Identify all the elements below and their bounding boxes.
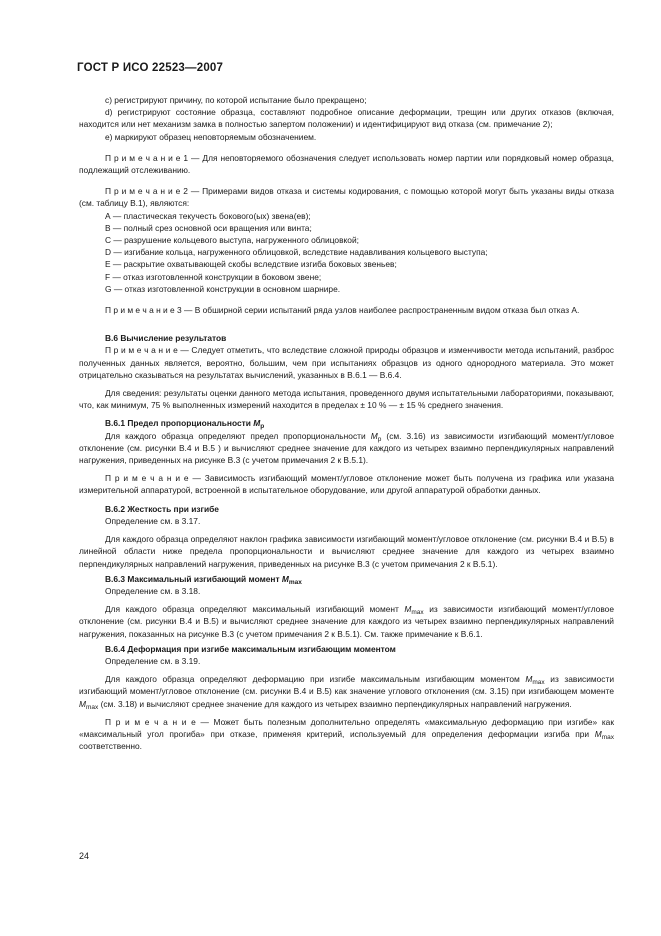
- b61-paragraph: Для каждого образца определяют предел пропорциональности $M_p$ (см. 3.16) из зависимости изгибающий момент/угловое отклонение (см. рисунки В.4 и В.5 ) и вычисляют среднее значение для каждого из четырех взаимно перпендикулярных направлений нагружения, приведенных на рисунке В.3 (с учетом примечания 2 к В.5.1).: [79, 430, 615, 466]
- failure-mode-a: А — пластическая текучесть бокового(ых) звена(ев);: [105, 210, 311, 221]
- note-label: П р и м е ч а н и е: [105, 716, 196, 727]
- b62-definition: Определение см. в 3.17.: [105, 515, 201, 526]
- symbol-m: M: [79, 698, 86, 709]
- symbol-subscript: p: [377, 435, 382, 443]
- note-label: П р и м е ч а н и е: [105, 473, 189, 484]
- section-heading-b62: В.6.2 Жесткость при изгибе: [105, 503, 219, 514]
- symbol-subscript: max: [411, 609, 424, 617]
- list-item-e: e) маркируют образец неповторяемым обозначением.: [105, 131, 317, 142]
- page-number: 24: [79, 851, 90, 861]
- note-3: [79, 304, 614, 316]
- note-label: П р и м е ч а н и е 3: [105, 305, 182, 316]
- note-label: П р и м е ч а н и е 1: [105, 152, 189, 163]
- note-1: [79, 152, 614, 176]
- symbol-m: M: [404, 604, 412, 615]
- document-header: ГОСТ Р ИСО 22523—2007: [77, 62, 224, 74]
- document-body: [79, 94, 614, 752]
- b64-note: П р и м е ч а н и е — Может быть полезным дополнительно определять «максимальную деформацию при изгибе» как «максимальный угол прогиба» при отказе, применяя критерий, используемый для определения деформации изгиба при $M_{max}$ соответственно.: [79, 716, 614, 752]
- list-item-d: d) регистрируют состояние образца, составляют подробное описание деформации, трещин или других отказов (включая, находится или нет механизм замка в полностью запертом положении) и идентифицируют вид отказа (см. примечание 2);: [79, 107, 614, 130]
- failure-mode-b: В — полный срез основной оси вращения или винта;: [105, 222, 312, 233]
- b63-paragraph: Для каждого образца определяют максимальный изгибающий момент $M_{max}$ из зависимости изгибающий момент/угловое отклонение (см. рисунки В.4 и В.5) и вычисляют среднее значение для каждого из четырех взаимно перпендикулярных направлений нагружения, показанных на рисунке В.3 (с учетом примечания 2 к В.5.1). См. также примечание к В.6.1.: [79, 604, 614, 639]
- failure-mode-g: G — отказ изготовленной конструкции в основном шарнире.: [105, 283, 341, 294]
- symbol-m: M: [253, 418, 261, 429]
- note-label: П р и м е ч а н и е 2: [105, 186, 188, 197]
- symbol-m: M: [370, 430, 378, 441]
- symbol-subscript: max: [288, 578, 302, 586]
- b61-note: [79, 472, 614, 496]
- note-label: П р и м е ч а н и е: [105, 345, 178, 356]
- b63-definition: Определение см. в 3.18.: [105, 585, 201, 596]
- section-heading-b61: В.6.1 Предел пропорциональности $M_p$: [105, 418, 265, 431]
- symbol-m: M: [525, 674, 533, 685]
- note-text: — Следует отметить, что вследствие сложной природы образцов и изменчивости метода испытаний, разброс полученных данных является, вероятно, большим, чем при испытаниях образцов из одного однородного материала. Это может отрицательно сказываться на результатах вычислений, указанных в В.6.1 — В.6.4.: [79, 345, 614, 380]
- note-text: — Примерами видов отказа и системы кодирования, с помощью которой могут быть указаны виды отказа (см. таблицу В.1), являются:: [79, 186, 614, 209]
- note-text: — В обширной серии испытаний ряда узлов наиболее распространенным видом отказа был отказ А.: [181, 305, 580, 316]
- symbol-subscript: max: [601, 733, 614, 741]
- note-text: — Зависимость изгибающий момент/угловое отклонение может быть получена из графика или указана измерительной аппаратурой, встроенной в испытательное оборудование, или другой аппаратурой обработки данных.: [79, 473, 614, 496]
- symbol-m: M: [594, 728, 602, 739]
- symbol-subscript: p: [260, 423, 265, 431]
- failure-mode-d: D — изгибание кольца, нагруженного облицовкой, вследствие надавливания кольцевого выступа;: [105, 247, 488, 258]
- b64-paragraph: Для каждого образца определяют деформацию при изгибе максимальным изгибающим моментом $M_{max}$ из зависимости изгибающий момент/угловое отклонение (см. рисунки В.4 и В.5) как значение углового отклонения (см. 3.15) при изгибающем моменте $M_{max}$ (см. 3.18) и вычисляют среднее значение для каждого из четырех взаимно перпендикулярных направлений нагружения.: [79, 674, 614, 711]
- failure-mode-c: С — разрушение кольцевого выступа, нагруженного облицовкой;: [105, 235, 359, 246]
- symbol-m: M: [281, 573, 289, 584]
- list-item-c: c) регистрируют причину, по которой испытание было прекращено;: [105, 95, 367, 105]
- failure-mode-e: Е — раскрытие охватывающей скобы вследствие изгиба боковых звеньев;: [105, 259, 397, 270]
- note-2: [79, 185, 614, 209]
- failure-mode-f: F — отказ изготовленной конструкции в боковом звене;: [105, 271, 322, 282]
- b64-definition: Определение см. в 3.19.: [105, 655, 201, 666]
- section-heading-b63: В.6.3 Максимальный изгибающий момент $M_{max}$: [105, 573, 302, 586]
- symbol-subscript: max: [85, 703, 99, 711]
- b62-paragraph: Для каждого образца определяют наклон графика зависимости изгибающий момент/угловое отклонение (см. рисунки В.4 и В.5) в линейной области ниже предела пропорциональности и вычисляют среднее значение для каждого из четырех взаимно перпендикулярных направлений нагружения, приведенных на рисунке В.3 (с учетом примечания 2 к В.5.1).: [79, 534, 614, 569]
- b6-note: [79, 344, 614, 381]
- section-heading-b6: В.6 Вычисление результатов: [105, 333, 227, 344]
- section-heading-b64: В.6.4 Деформация при изгибе максимальным изгибающим моментом: [105, 643, 396, 654]
- note-text: — Для неповторяемого обозначения следует использовать номер партии или порядковый номер образца, подлежащий отслеживанию.: [79, 152, 614, 176]
- symbol-subscript: max: [532, 679, 545, 687]
- b6-info: Для сведения: результаты оценки данного метода испытания, проведенного двумя испытательными лабораториями, показывают, что, как минимум, 75 % выполненных измерений находится в пределах ± 10 % — ± 15 % среднего значения.: [79, 388, 614, 411]
